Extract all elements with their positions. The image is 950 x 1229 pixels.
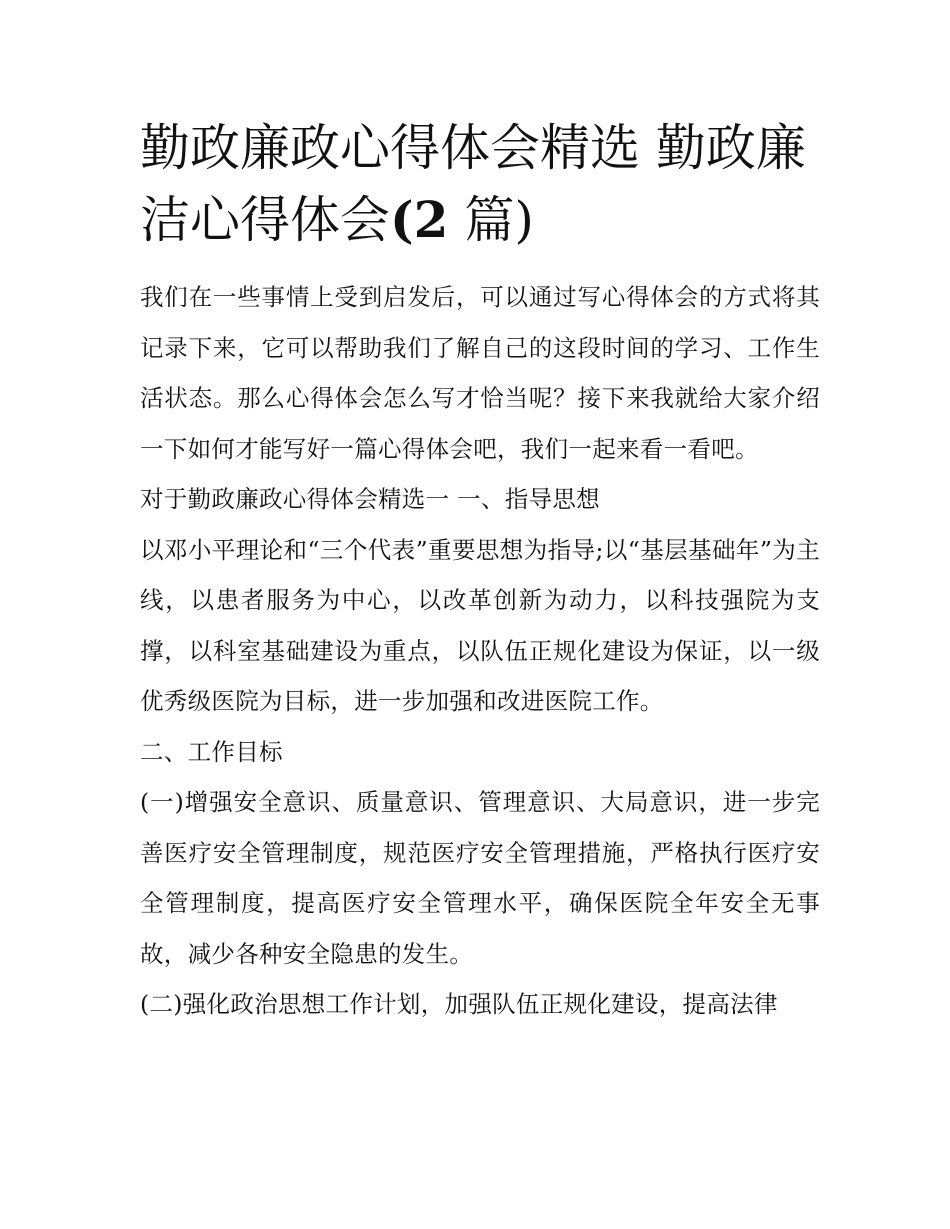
- section-heading-work-goals: 二、工作目标: [140, 737, 283, 766]
- document-page: [140, 112, 820, 1030]
- document-title: [140, 112, 820, 256]
- guiding-thought-paragraph: 以邓小平理论和“三个代表”重要思想为指导;以“基层基础年”为主线，以患者服务为中心，以改革创新为动力，以科技强院为支撑，以科室基础建设为重点，以队伍正规化建设为保证，以一级优秀级医院为目标，进一步加强和改进医院工作。: [140, 535, 820, 715]
- work-goal-1-paragraph: (一)增强安全意识、质量意识、管理意识、大局意识，进一步完善医疗安全管理制度，规范医疗安全管理措施，严格执行医疗安全管理制度，提高医疗安全管理水平，确保医院全年安全无事故，减少各种安全隐患的发生。: [140, 788, 820, 968]
- section-heading-guiding-thought: 对于勤政廉政心得体会精选一 一、指导思想: [140, 485, 600, 513]
- work-goal-2-paragraph: (二)强化政治思想工作计划，加强队伍正规化建设，提高法律: [140, 990, 778, 1018]
- title-count: (2: [390, 190, 449, 249]
- title-suffix: 篇): [448, 191, 534, 249]
- intro-paragraph: 我们在一些事情上受到启发后，可以通过写心得体会的方式将其记录下来，它可以帮助我们了解自己的这段时间的学习、工作生活状态。那么心得体会怎么写才恰当呢？接下来我就给大家介绍一下如何才能写好一篇心得体会吧，我们一起来看一看吧。: [140, 283, 820, 463]
- title-text: 勤政廉政心得体会精选 勤政廉洁心得体会: [140, 119, 806, 249]
